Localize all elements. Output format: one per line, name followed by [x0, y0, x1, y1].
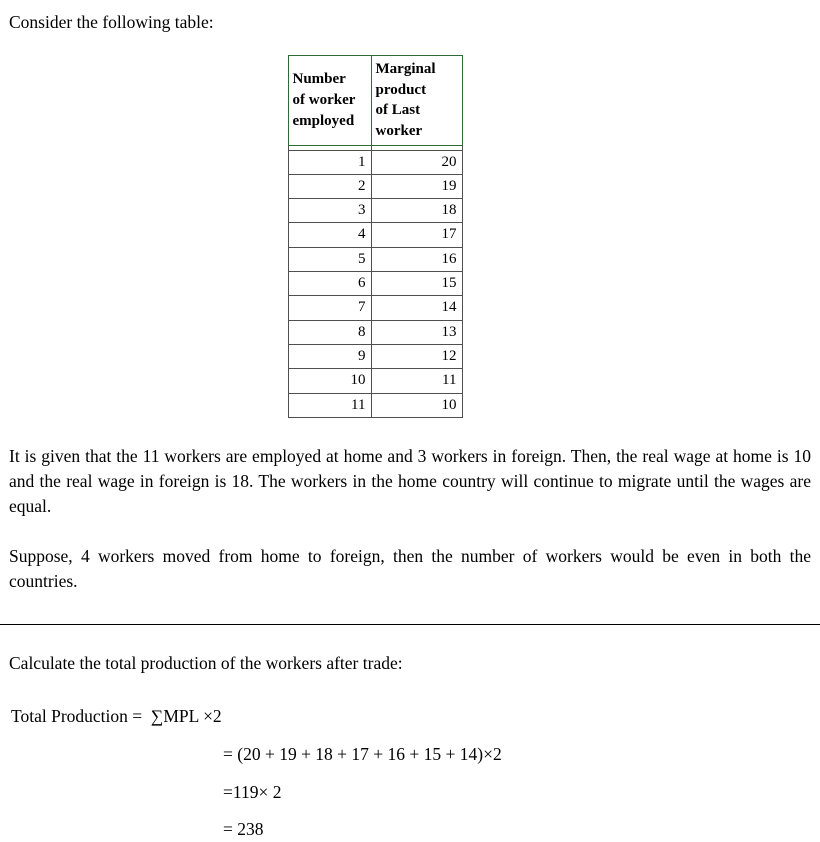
- table-row: [288, 393, 462, 417]
- workers-cell: 6: [288, 272, 371, 296]
- math-line-result: = 238: [223, 819, 264, 840]
- intro-text: Consider the following table:: [9, 12, 214, 32]
- table-row: [288, 223, 462, 247]
- header-line: Number: [292, 71, 346, 88]
- header-line: product: [375, 81, 427, 98]
- header-line: of worker: [292, 91, 356, 108]
- math-line-total-production: Total Production = ∑MPL ×2: [11, 705, 222, 726]
- mpl-cell: 12: [371, 344, 462, 368]
- workers-cell: 9: [288, 344, 371, 368]
- table-row: [288, 369, 462, 393]
- table-row: [288, 272, 462, 296]
- workers-cell: 3: [288, 199, 371, 223]
- table-row: [288, 320, 462, 344]
- table-row: [288, 344, 462, 368]
- header-row: [288, 55, 462, 145]
- table-row: [288, 296, 462, 320]
- workers-cell: 8: [288, 320, 371, 344]
- mpl-cell: 19: [371, 174, 462, 198]
- header-line: worker: [375, 122, 423, 139]
- col-header-mpl: [371, 55, 462, 145]
- table-row: [288, 174, 462, 198]
- mpl-cell: 20: [371, 150, 462, 174]
- section-divider: [0, 624, 820, 625]
- workers-cell: 5: [288, 247, 371, 271]
- header-line: Marginal: [375, 60, 436, 77]
- workers-cell: 7: [288, 296, 371, 320]
- mpl-cell: 15: [371, 272, 462, 296]
- mpl-table-body: [288, 145, 462, 417]
- workers-cell: 4: [288, 223, 371, 247]
- col-header-workers: [288, 55, 371, 145]
- math-derivation: [0, 704, 820, 842]
- mpl-cell: 13: [371, 320, 462, 344]
- header-line: of Last: [375, 102, 421, 119]
- mpl-cell: 10: [371, 393, 462, 417]
- mpl-table: [288, 55, 463, 418]
- table-row: [288, 247, 462, 271]
- paragraph-migration: It is given that the 11 workers are employed at home and 3 workers in foreign. Then, the real wage at home is 10 and the real wage in foreign is 18. The workers in the home country will continue to migrate until the wages are equal.: [9, 445, 811, 516]
- math-line-sum-expansion: = (20 + 19 + 18 + 17 + 16 + 15 + 14)×2: [223, 743, 502, 764]
- mpl-cell: 11: [371, 369, 462, 393]
- math-line-intermediate: =119× 2: [223, 781, 282, 802]
- paragraph-moved-workers: Suppose, 4 workers moved from home to foreign, then the number of workers would be even in both the countries.: [9, 546, 811, 592]
- mpl-cell: 18: [371, 199, 462, 223]
- mpl-cell: 17: [371, 223, 462, 247]
- table-container: [0, 55, 820, 418]
- table-row: [288, 199, 462, 223]
- mpl-cell: 14: [371, 296, 462, 320]
- mpl-cell: 16: [371, 247, 462, 271]
- workers-cell: 1: [288, 150, 371, 174]
- header-line: employed: [292, 112, 355, 129]
- table-row: [288, 150, 462, 174]
- workers-cell: 11: [288, 393, 371, 417]
- workers-cell: 10: [288, 369, 371, 393]
- question-text: Calculate the total production of the workers after trade:: [9, 653, 403, 674]
- mpl-table-header: [288, 55, 462, 145]
- workers-cell: 2: [288, 174, 371, 198]
